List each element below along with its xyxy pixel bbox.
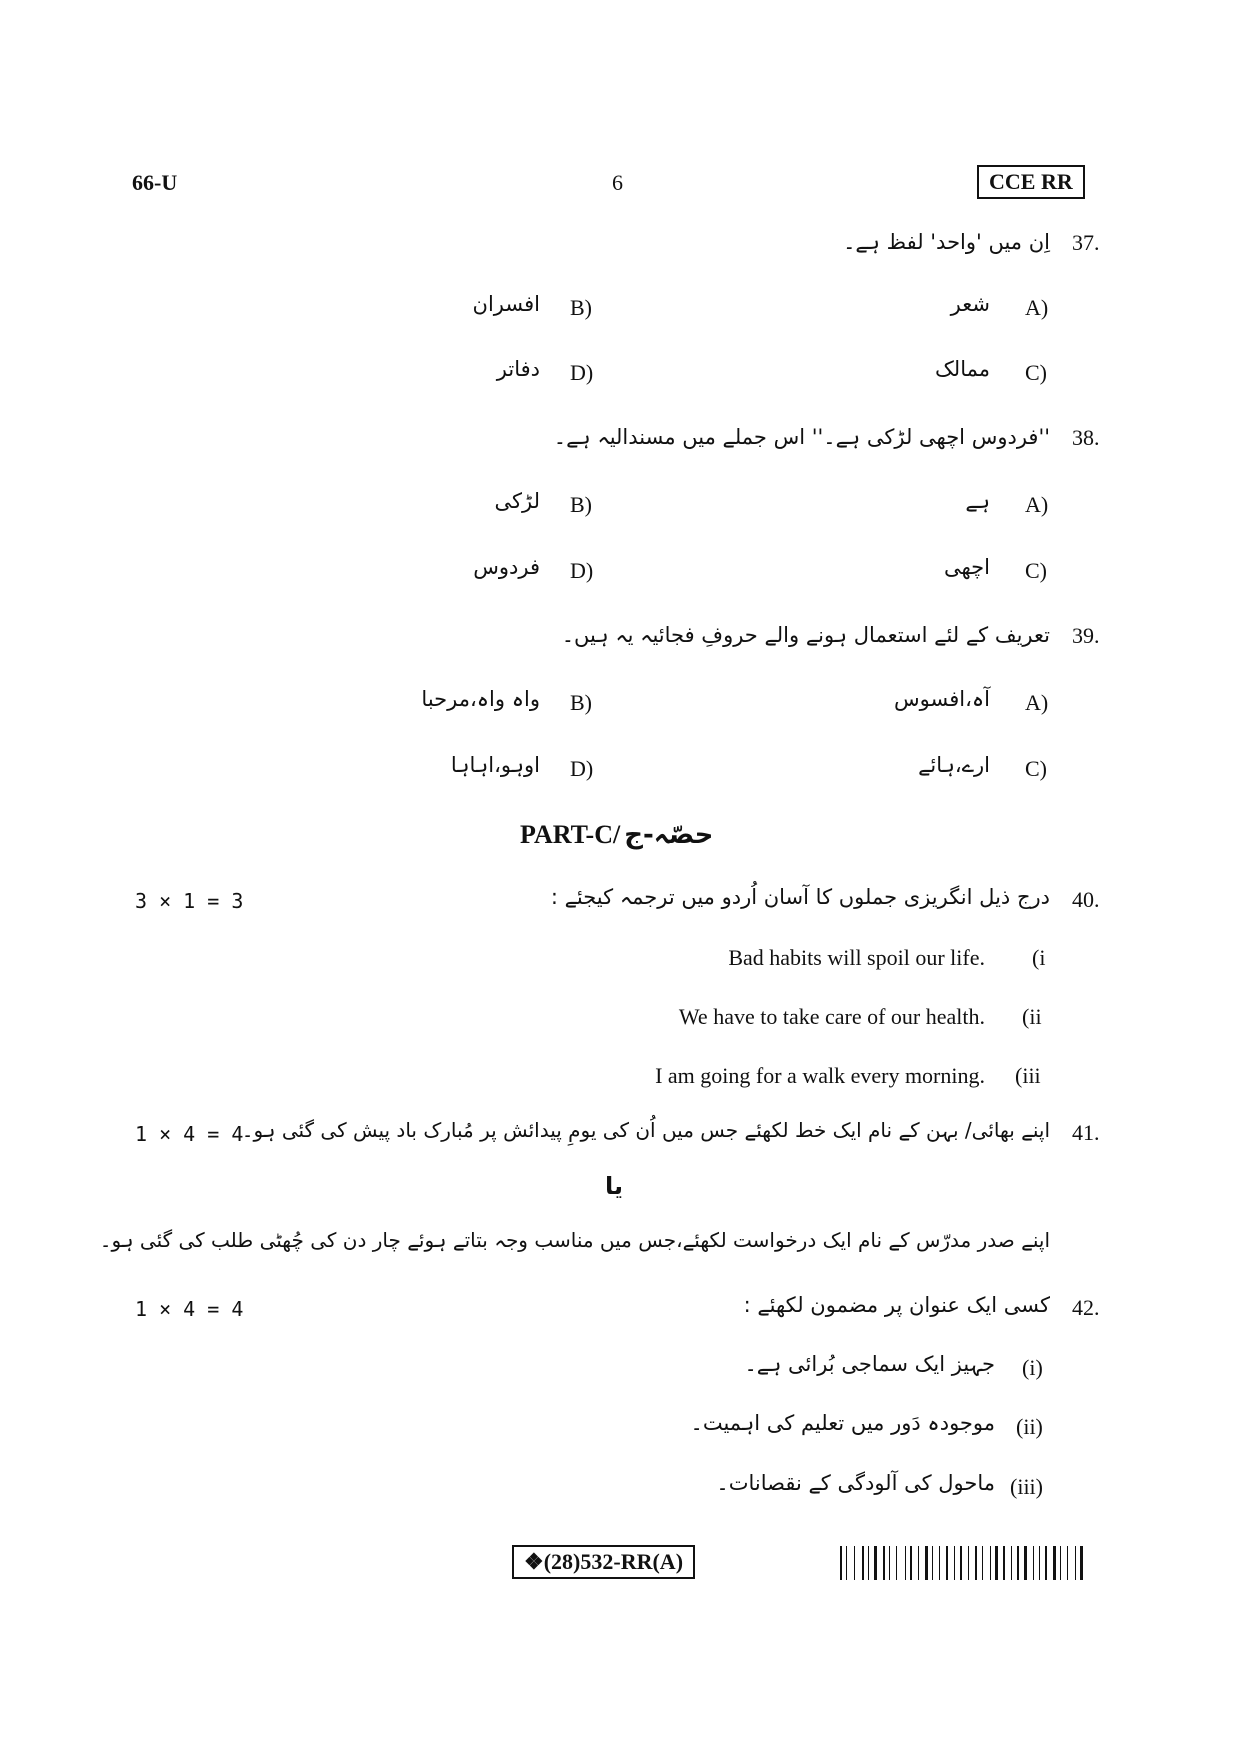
or-separator: یا — [605, 1172, 624, 1200]
barcode-bar — [1017, 1546, 1019, 1580]
barcode-bar — [985, 1546, 987, 1580]
q38-opt-c: اچھی — [944, 555, 990, 579]
q39-opt-d-label: D) — [570, 756, 594, 781]
barcode-bar — [1043, 1546, 1044, 1580]
q39-opt-b: واہ واہ،مرحبا — [421, 687, 540, 711]
barcode-bar — [932, 1546, 933, 1580]
q41-number: 41. — [1072, 1120, 1100, 1145]
barcode-bar — [918, 1546, 919, 1580]
barcode-bar — [1067, 1546, 1068, 1580]
barcode-bar — [840, 1546, 842, 1580]
barcode-bar — [899, 1546, 902, 1580]
q40-item-1-label: (i — [1032, 945, 1046, 970]
barcode-bar — [958, 1546, 959, 1580]
q37-text: اِن میں 'واحد' لفظ ہے۔ — [843, 230, 1050, 254]
q39-number: 39. — [1072, 623, 1100, 648]
q38-opt-a-label: A) — [1025, 492, 1049, 517]
barcode-bar — [896, 1546, 897, 1580]
barcode-bar — [1007, 1546, 1008, 1580]
barcode-bar — [1077, 1546, 1078, 1580]
barcode-bar — [1003, 1546, 1005, 1580]
barcode-bar — [1039, 1546, 1040, 1580]
q39-text: تعریف کے لئے استعمال ہونے والے حروفِ فجائیہ یہ ہیں۔ — [561, 623, 1050, 647]
barcode-bar — [949, 1546, 952, 1580]
q40-item-2-label: (ii — [1022, 1004, 1042, 1029]
barcode-bar — [990, 1546, 991, 1580]
barcode-bar — [954, 1546, 955, 1580]
barcode-bar — [995, 1546, 998, 1580]
q40-item-1: Bad habits will spoil our life. — [728, 945, 985, 970]
barcode-bar — [1086, 1546, 1088, 1580]
barcode-bar — [893, 1546, 895, 1580]
barcode-bar — [862, 1546, 864, 1580]
barcode-bar — [980, 1546, 981, 1580]
q37-opt-b: افسران — [472, 292, 540, 316]
q40-item-3-label: (iii — [1015, 1063, 1041, 1088]
q38-opt-b-label: B) — [570, 492, 592, 517]
q37-opt-d: دفاتر — [496, 357, 540, 381]
barcode-bar — [1024, 1546, 1027, 1580]
barcode-bar — [1060, 1546, 1061, 1580]
barcode-bar — [872, 1546, 873, 1580]
part-c-title-ur: حصّہ-ج — [624, 820, 714, 850]
barcode-bar — [1001, 1546, 1002, 1580]
barcode-bar — [1022, 1546, 1023, 1580]
barcode-bar — [865, 1546, 866, 1580]
barcode-bar — [1013, 1546, 1015, 1580]
q42-marks: 1 × 4 = 4 — [135, 1297, 244, 1321]
q39-opt-b-label: B) — [570, 690, 592, 715]
q38-number: 38. — [1072, 425, 1100, 450]
q41-marks: 1 × 4 = 4 — [135, 1122, 244, 1146]
q42-item-2: موجودہ دَور میں تعلیم کی اہمیت۔ — [690, 1411, 995, 1435]
barcode-bar — [905, 1546, 906, 1580]
barcode-bar — [843, 1546, 844, 1580]
barcode-bar — [921, 1546, 922, 1580]
q42-item-1-label: (i) — [1022, 1355, 1043, 1380]
q40-marks: 3 × 1 = 3 — [135, 889, 244, 913]
q42-item-2-label: (ii) — [1016, 1414, 1043, 1439]
q39-opt-d: اوہو،اہاہا — [450, 753, 540, 777]
barcode-bar — [1080, 1546, 1083, 1580]
barcode-bar — [1057, 1546, 1058, 1580]
q37-opt-c-label: C) — [1025, 360, 1047, 385]
barcode-bar — [1053, 1546, 1056, 1580]
q42-text: کسی ایک عنوان پر مضمون لکھئے : — [743, 1293, 1050, 1317]
q37-opt-a: شعر — [950, 292, 990, 316]
q42-number: 42. — [1072, 1295, 1100, 1320]
barcode-bar — [868, 1546, 869, 1580]
q37-opt-d-label: D) — [570, 360, 594, 385]
barcode-bar — [854, 1546, 855, 1580]
barcode — [840, 1546, 1105, 1580]
barcode-bar — [874, 1546, 877, 1580]
barcode-bar — [960, 1546, 962, 1580]
barcode-bar — [850, 1546, 853, 1580]
barcode-bar — [964, 1546, 965, 1580]
q41-text: اپنے بھائی/ بہن کے نام ایک خط لکھئے جس میں اُن کی یومِ پیدائش پر مُبارک باد پیش کی گئی ہو۔ — [241, 1118, 1050, 1142]
part-c-title-en: PART-C/ — [520, 820, 621, 849]
barcode-bar — [1049, 1546, 1050, 1580]
q38-opt-c-label: C) — [1025, 558, 1047, 583]
q40-text: درج ذیل انگریزی جملوں کا آسان اُردو میں ترجمہ کیجئے : — [550, 885, 1050, 909]
barcode-bar — [942, 1546, 943, 1580]
q42-item-1: جہیز ایک سماجی بُرائی ہے۔ — [744, 1352, 995, 1376]
barcode-bar — [936, 1546, 938, 1580]
barcode-bar — [975, 1546, 977, 1580]
barcode-bar — [1070, 1546, 1072, 1580]
q38-opt-d: فردوس — [473, 555, 540, 579]
q39-opt-c: ارے،ہائے — [918, 753, 990, 777]
barcode-bar — [907, 1546, 908, 1580]
q39-opt-a: آہ،افسوس — [893, 687, 990, 711]
q37-number: 37. — [1072, 230, 1100, 255]
q38-opt-a: ہے — [965, 489, 990, 513]
barcode-bar — [879, 1546, 880, 1580]
footer-code: ❖(28)532-RR(A) — [512, 1545, 695, 1579]
q41-alt-text: اپنے صدر مدرّس کے نام ایک درخواست لکھئے،جس میں مناسب وجہ بتاتے ہوئے چار دن کی چُھٹی طلب کی گئی ہو۔ — [99, 1228, 1050, 1252]
barcode-bar — [1035, 1546, 1037, 1580]
barcode-bar — [982, 1546, 983, 1580]
cce-rr-box: CCE RR — [977, 165, 1085, 199]
part-c-title — [520, 820, 713, 850]
barcode-bar — [1064, 1546, 1066, 1580]
barcode-bar — [1045, 1546, 1047, 1580]
q37-opt-a-label: A) — [1025, 295, 1049, 320]
q38-text: ''فردوس اچھی لڑکی ہے۔'' اس جملے میں مسندالیہ ہے۔ — [553, 425, 1050, 449]
barcode-bar — [886, 1546, 887, 1580]
q38-opt-d-label: D) — [570, 558, 594, 583]
barcode-bar — [1011, 1546, 1012, 1580]
barcode-bar — [883, 1546, 885, 1580]
barcode-bar — [939, 1546, 940, 1580]
barcode-bar — [1029, 1546, 1030, 1580]
q42-item-3-label: (iii) — [1010, 1474, 1043, 1499]
barcode-bar — [970, 1546, 973, 1580]
q37-opt-b-label: B) — [570, 295, 592, 320]
paper-code: 66-U — [132, 170, 178, 195]
barcode-bar — [846, 1546, 847, 1580]
q40-item-3: I am going for a walk every morning. — [655, 1063, 985, 1088]
q37-opt-c: ممالک — [935, 357, 990, 381]
barcode-bar — [1075, 1546, 1076, 1580]
barcode-bar — [857, 1546, 859, 1580]
barcode-bar — [946, 1546, 948, 1580]
q40-item-2: We have to take care of our health. — [678, 1004, 985, 1029]
barcode-bar — [889, 1546, 890, 1580]
barcode-bar — [992, 1546, 993, 1580]
q38-opt-b: لڑکی — [494, 489, 540, 513]
barcode-bar — [925, 1546, 928, 1580]
barcode-bar — [929, 1546, 930, 1580]
q39-opt-a-label: A) — [1025, 690, 1049, 715]
q42-item-3: ماحول کی آلودگی کے نقصانات۔ — [716, 1471, 995, 1495]
q39-opt-c-label: C) — [1025, 756, 1047, 781]
barcode-bar — [910, 1546, 912, 1580]
q40-number: 40. — [1072, 887, 1100, 912]
page-number: 6 — [612, 170, 623, 195]
barcode-bar — [1033, 1546, 1034, 1580]
barcode-bar — [968, 1546, 969, 1580]
barcode-bar — [915, 1546, 917, 1580]
